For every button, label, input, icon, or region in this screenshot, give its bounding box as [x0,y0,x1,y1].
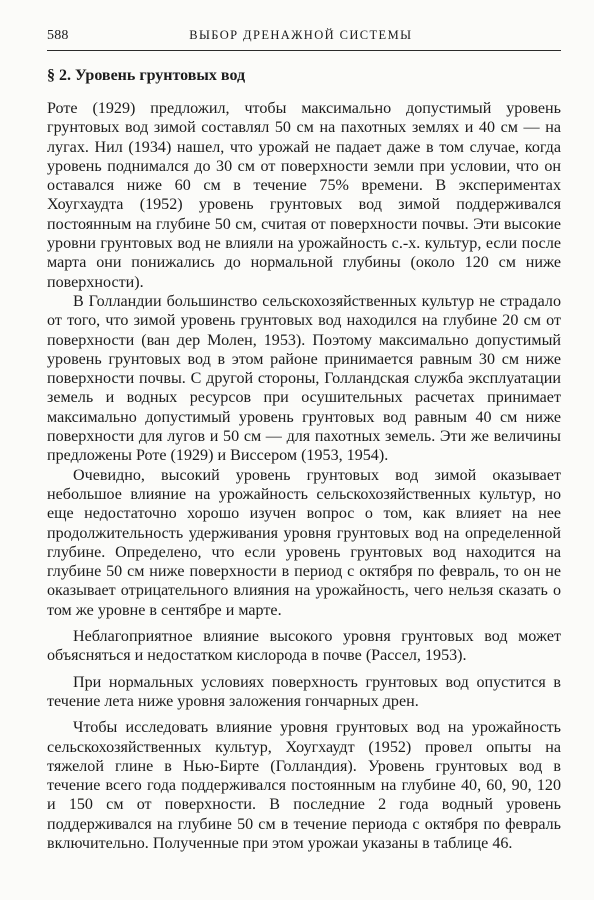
page-number: 588 [47,28,69,43]
body-text [47,99,561,853]
paragraph-1: Роте (1929) предложил, чтобы максимально допустимый уровень грунтовых вод зимой составлял 50 см на пахотных землях и 40 см — на лугах. Нил (1934) нашел, что урожай не падает даже в том случае, когда уровень поднимался до 30 см от поверхности земли при условии, что он оставался ниже 60 см в течение 75% времени. В экспериментах Хоугхаудта (1952) уровень грунтовых вод зимой поддерживался постоянным на глубине 50 см, считая от поверхности почвы. Эти высокие уровни грунтовых вод не влияли на урожайность с.-х. культур, если после марта они понижались до нормальной глубины (около 120 см ниже поверхности). [47,100,561,291]
paragraph-2: В Голландии большинство сельскохозяйственных культур не страдало от того, что зимой уровень грунтовых вод находился на глубине 20 см от поверхности (ван дер Молен, 1953). Поэтому максимально допустимый уровень грунтовых вод в этом районе принимается равным 30 см ниже поверхности почвы. С другой стороны, Голландская служба эксплуатации земель и водных ресурсов при осушительных расчетах принимает максимально допустимый уровень грунтовых вод равным 40 см ниже поверхности для лугов и 50 см — для пахотных земель. Эти же величины предложены Роте (1929) и Виссером (1953, 1954). [47,292,561,465]
paragraph-6: Чтобы исследовать влияние уровня грунтовых вод на урожайность сельскохозяйственных культур, Хоугхаудт (1952) провел опыты на тяжелой глине в Нью-Бирте (Голландия). Уровень грунтовых вод в течение всего года поддерживался постоянным на глубине 40, 60, 90, 120 и 150 см от поверхности. В последние 2 года водный уровень поддерживался на глубине 50 см в течение периода с октября по февраль включительно. Полученные при этом урожаи указаны в таблице 46. [47,719,561,852]
paragraph-4: Неблагоприятное влияние высокого уровня грунтовых вод может объясняться и недостатком кислорода в почве (Рассел, 1953). [47,628,561,665]
section-heading: § 2. Уровень грунтовых вод [47,67,246,84]
paragraph-5: При нормальных условиях поверхность грунтовых вод опустится в течение лета ниже уровня заложения гончарных дрен. [47,673,561,710]
running-head [47,28,561,48]
header-rule [47,50,561,51]
running-title: ВЫБОР ДРЕНАЖНОЙ СИСТЕМЫ [189,28,413,42]
book-page [47,28,561,853]
paragraph-3: Очевидно, высокий уровень грунтовых вод зимой оказывает небольшое влияние на урожайность сельскохозяйственных культур, но еще недостаточно хорошо изучен вопрос о том, как влияет на нее продолжительность удерживания уровня грунтовых вод на определенной глубине. Определено, что если уровень грунтовых вод находится на глубине 50 см ниже поверхности в период с октября по февраль, то он не оказывает отрицательного влияния на урожайность, чего нельзя сказать о том же уровне в сентябре и марте. [47,466,561,619]
